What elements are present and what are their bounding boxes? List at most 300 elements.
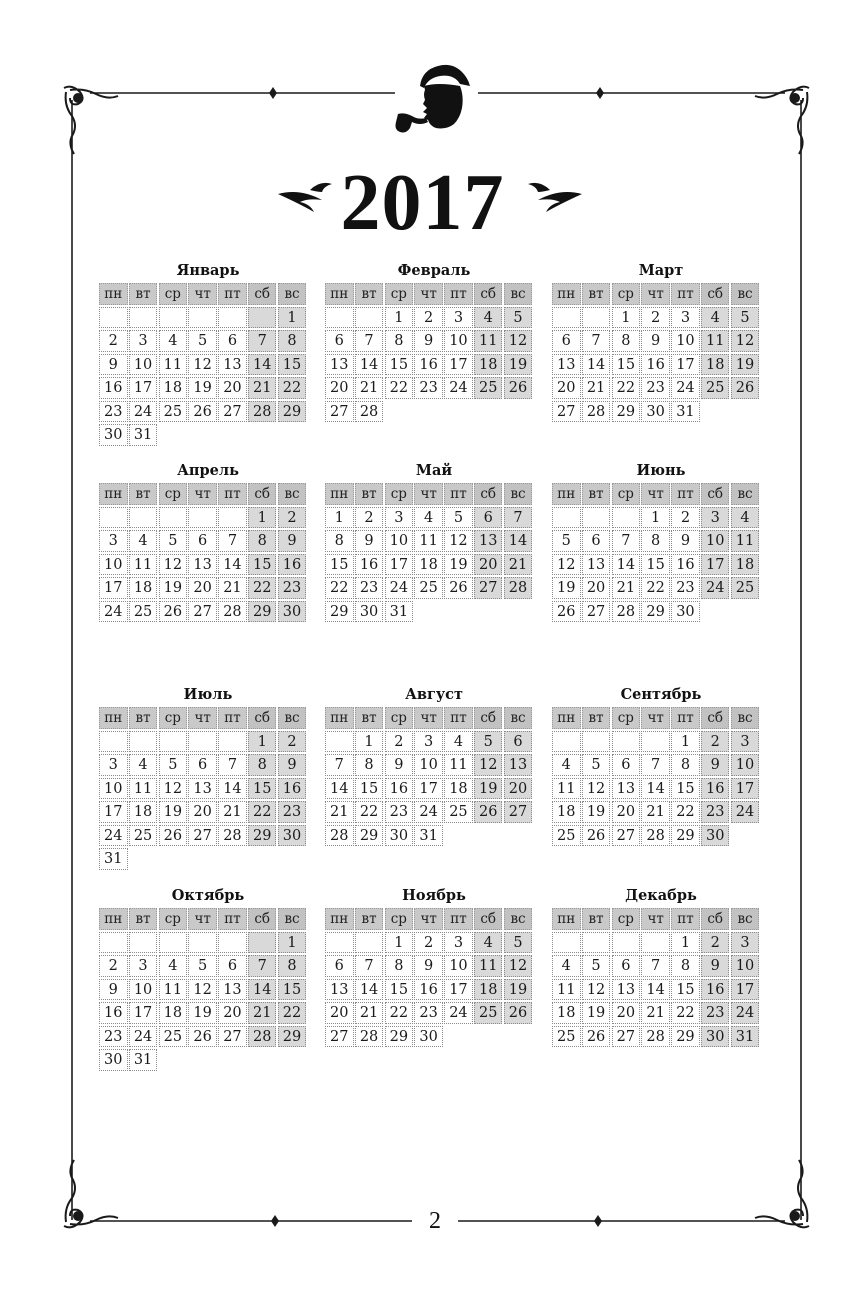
day-cell: 26 [552, 601, 581, 623]
day-cell: 13 [325, 354, 354, 376]
day-cell: 28 [641, 825, 670, 847]
day-cell: 19 [188, 1002, 217, 1024]
day-cell: 31 [129, 424, 158, 446]
day-cell: 17 [385, 554, 414, 576]
day-cell: 16 [641, 354, 670, 376]
month-july [99, 683, 317, 872]
month-name: Май [415, 462, 453, 479]
day-cell: 12 [159, 778, 188, 800]
weekday-header: пт [218, 908, 247, 930]
week-row [325, 530, 541, 554]
month-name: Июль [183, 686, 233, 703]
week-row [325, 354, 541, 378]
day-cell: 22 [385, 377, 414, 399]
day-cell: 22 [671, 1002, 700, 1024]
weekend-day-cell: 25 [701, 377, 730, 399]
day-cell: 4 [159, 330, 188, 352]
blank-cell [278, 848, 307, 870]
week-row [552, 754, 768, 778]
weekend-day-cell: 19 [504, 979, 533, 1001]
day-cell: 16 [385, 778, 414, 800]
weekday-header: сб [248, 908, 277, 930]
week-row [552, 354, 768, 378]
weekday-header: вт [129, 707, 158, 729]
day-cell: 14 [582, 354, 611, 376]
day-cell: 23 [99, 401, 128, 423]
day-cell: 23 [414, 1002, 443, 1024]
weekday-header: пн [99, 483, 128, 505]
empty-day-cell [552, 507, 581, 529]
day-cell: 19 [582, 801, 611, 823]
week-row [99, 778, 315, 802]
day-cell: 17 [129, 377, 158, 399]
weekday-header: чт [188, 283, 217, 305]
day-cell: 5 [582, 955, 611, 977]
weekday-header: вт [355, 483, 384, 505]
day-cell: 6 [612, 754, 641, 776]
day-cell: 11 [444, 754, 473, 776]
day-cell: 15 [325, 554, 354, 576]
weekday-header: ср [385, 707, 414, 729]
weekday-header: пт [218, 483, 247, 505]
day-cell: 18 [414, 554, 443, 576]
day-cell: 19 [552, 577, 581, 599]
weekend-day-cell: 11 [474, 330, 503, 352]
day-cell: 30 [385, 825, 414, 847]
month-grid [99, 908, 315, 1073]
weekend-day-cell: 19 [504, 354, 533, 376]
week-row [552, 1002, 768, 1026]
week-row [99, 577, 315, 601]
day-cell: 7 [612, 530, 641, 552]
day-cell: 28 [355, 1026, 384, 1048]
day-cell: 18 [552, 801, 581, 823]
weekend-day-cell: 1 [278, 307, 307, 329]
empty-day-cell [325, 731, 354, 753]
month-grid [99, 283, 315, 448]
weekday-header: чт [414, 908, 443, 930]
weekend-day-cell: 23 [278, 801, 307, 823]
weekend-day-cell: 14 [504, 530, 533, 552]
week-row [552, 377, 768, 401]
weekend-day-cell: 6 [474, 507, 503, 529]
day-cell: 18 [159, 1002, 188, 1024]
day-cell: 9 [414, 955, 443, 977]
day-cell: 1 [325, 507, 354, 529]
blank-cell [414, 601, 443, 623]
week-row [552, 601, 768, 625]
day-cell: 24 [671, 377, 700, 399]
weekday-header: пн [325, 908, 354, 930]
day-cell: 16 [414, 979, 443, 1001]
weekend-day-cell: 30 [701, 1026, 730, 1048]
day-cell: 6 [188, 530, 217, 552]
empty-day-cell [159, 307, 188, 329]
day-cell: 20 [552, 377, 581, 399]
weekday-header-row [325, 908, 541, 932]
empty-day-cell [552, 932, 581, 954]
week-row [552, 507, 768, 531]
day-cell: 5 [188, 955, 217, 977]
weekend-day-cell: 11 [701, 330, 730, 352]
week-row [325, 778, 541, 802]
weekend-day-cell: 11 [731, 530, 760, 552]
week-row [552, 554, 768, 578]
weekend-day-cell: 21 [504, 554, 533, 576]
weekend-day-cell: 4 [474, 307, 503, 329]
week-row [552, 731, 768, 755]
weekday-header: пн [99, 908, 128, 930]
day-cell: 25 [414, 577, 443, 599]
day-cell: 12 [582, 979, 611, 1001]
weekend-day-cell: 13 [504, 754, 533, 776]
day-cell: 4 [552, 955, 581, 977]
day-cell: 3 [99, 530, 128, 552]
weekend-day-cell: 22 [248, 801, 277, 823]
week-row [552, 330, 768, 354]
weekend-day-cell: 12 [504, 330, 533, 352]
day-cell: 1 [355, 731, 384, 753]
weekend-day-cell: 8 [248, 754, 277, 776]
weekday-header: чт [188, 707, 217, 729]
weekend-day-cell: 14 [248, 979, 277, 1001]
week-row [552, 955, 768, 979]
day-cell: 2 [414, 932, 443, 954]
weekday-header: чт [414, 707, 443, 729]
day-cell: 23 [671, 577, 700, 599]
weekday-header: вс [731, 483, 760, 505]
day-cell: 15 [612, 354, 641, 376]
weekend-day-cell: 18 [474, 979, 503, 1001]
day-cell: 29 [641, 601, 670, 623]
weekday-header: пн [325, 707, 354, 729]
day-cell: 13 [188, 778, 217, 800]
day-cell: 31 [129, 1049, 158, 1071]
weekday-header: вт [355, 908, 384, 930]
weekday-header: вс [504, 283, 533, 305]
day-cell: 4 [159, 955, 188, 977]
month-march [552, 259, 770, 424]
day-cell: 21 [612, 577, 641, 599]
day-cell: 26 [159, 825, 188, 847]
day-cell: 27 [218, 1026, 247, 1048]
empty-day-cell [218, 932, 247, 954]
weekday-header: вт [582, 908, 611, 930]
week-row [99, 1002, 315, 1026]
day-cell: 14 [218, 778, 247, 800]
day-cell: 25 [552, 825, 581, 847]
weekday-header-row [552, 283, 768, 307]
day-cell: 23 [99, 1026, 128, 1048]
weekday-header: пт [444, 707, 473, 729]
day-cell: 5 [188, 330, 217, 352]
blank-cell [129, 848, 158, 870]
weekend-day-cell: 10 [731, 754, 760, 776]
blank-cell [278, 1049, 307, 1071]
month-name: Январь [176, 262, 240, 279]
weekday-header: ср [159, 483, 188, 505]
day-cell: 5 [552, 530, 581, 552]
weekend-day-cell: 26 [504, 377, 533, 399]
week-row [99, 1049, 315, 1073]
weekend-day-cell: 5 [504, 932, 533, 954]
weekday-header: ср [385, 283, 414, 305]
month-name: Август [405, 686, 463, 703]
blank-cell [474, 825, 503, 847]
day-cell: 1 [671, 731, 700, 753]
day-cell: 21 [641, 801, 670, 823]
day-cell: 6 [612, 955, 641, 977]
blank-cell [218, 424, 247, 446]
day-cell: 7 [325, 754, 354, 776]
day-cell: 24 [444, 377, 473, 399]
weekday-header: вс [278, 283, 307, 305]
day-cell: 19 [582, 1002, 611, 1024]
weekend-day-cell: 8 [248, 530, 277, 552]
weekday-header: сб [701, 283, 730, 305]
week-row [99, 330, 315, 354]
weekend-day-cell: 2 [278, 507, 307, 529]
weekday-header: чт [641, 908, 670, 930]
weekend-day-cell: 9 [278, 530, 307, 552]
weekday-header: вс [731, 707, 760, 729]
blank-cell [159, 848, 188, 870]
day-cell: 9 [99, 979, 128, 1001]
day-cell: 26 [188, 1026, 217, 1048]
weekend-day-cell: 15 [278, 354, 307, 376]
weekend-day-cell: 24 [701, 577, 730, 599]
day-cell: 25 [129, 601, 158, 623]
day-cell: 27 [218, 401, 247, 423]
day-cell: 18 [129, 577, 158, 599]
day-cell: 20 [325, 1002, 354, 1024]
day-cell: 21 [325, 801, 354, 823]
blank-cell [504, 825, 533, 847]
weekend-day-cell: 17 [701, 554, 730, 576]
day-cell: 19 [444, 554, 473, 576]
week-row [99, 955, 315, 979]
weekend-day-cell: 25 [474, 377, 503, 399]
weekday-header: вс [278, 908, 307, 930]
day-cell: 20 [218, 377, 247, 399]
blank-cell [218, 1049, 247, 1071]
week-row [99, 377, 315, 401]
day-cell: 25 [159, 1026, 188, 1048]
day-cell: 3 [444, 307, 473, 329]
day-cell: 16 [414, 354, 443, 376]
day-cell: 2 [99, 955, 128, 977]
weekend-day-cell: 8 [278, 955, 307, 977]
weekday-header: сб [701, 908, 730, 930]
empty-day-cell [325, 307, 354, 329]
day-cell: 2 [414, 307, 443, 329]
weekday-header: вт [129, 908, 158, 930]
day-cell: 25 [552, 1026, 581, 1048]
weekend-day-cell: 9 [701, 955, 730, 977]
empty-day-cell [218, 507, 247, 529]
day-cell: 13 [325, 979, 354, 1001]
weekday-header-row [325, 483, 541, 507]
weekday-header: ср [159, 707, 188, 729]
weekday-header: пн [325, 483, 354, 505]
day-cell: 4 [414, 507, 443, 529]
weekday-header: пт [671, 483, 700, 505]
weekend-day-cell: 25 [731, 577, 760, 599]
week-row [325, 979, 541, 1003]
month-august [325, 683, 543, 848]
weekday-header: пт [218, 283, 247, 305]
month-name: Март [638, 262, 684, 279]
day-cell: 30 [99, 424, 128, 446]
weekday-header: чт [641, 283, 670, 305]
week-row [99, 731, 315, 755]
week-row [99, 754, 315, 778]
day-cell: 4 [129, 530, 158, 552]
blank-cell [504, 601, 533, 623]
day-cell: 22 [612, 377, 641, 399]
weekday-header: пн [552, 283, 581, 305]
week-row [552, 979, 768, 1003]
day-cell: 15 [641, 554, 670, 576]
month-grid [552, 283, 768, 424]
day-cell: 23 [355, 577, 384, 599]
day-cell: 21 [355, 377, 384, 399]
weekday-header: пт [671, 707, 700, 729]
day-cell: 21 [218, 577, 247, 599]
day-cell: 2 [671, 507, 700, 529]
calendar-year: 2017 [340, 159, 505, 247]
weekend-day-cell: 3 [701, 507, 730, 529]
weekday-header: ср [159, 908, 188, 930]
day-cell: 24 [99, 825, 128, 847]
day-cell: 26 [582, 1026, 611, 1048]
month-june [552, 459, 770, 624]
weekend-day-cell: 21 [248, 377, 277, 399]
month-november [325, 884, 543, 1049]
day-cell: 22 [355, 801, 384, 823]
month-february [325, 259, 543, 424]
day-cell: 29 [671, 825, 700, 847]
weekday-header: вт [129, 283, 158, 305]
blank-cell [188, 424, 217, 446]
day-cell: 10 [385, 530, 414, 552]
day-cell: 5 [444, 507, 473, 529]
day-cell: 9 [641, 330, 670, 352]
empty-day-cell [159, 731, 188, 753]
week-row [99, 530, 315, 554]
weekday-header: сб [701, 483, 730, 505]
day-cell: 30 [99, 1049, 128, 1071]
weekend-day-cell: 7 [248, 955, 277, 977]
week-row [99, 401, 315, 425]
weekend-day-cell: 30 [701, 825, 730, 847]
weekend-day-cell: 20 [474, 554, 503, 576]
day-cell: 14 [325, 778, 354, 800]
week-row [325, 577, 541, 601]
week-row [552, 932, 768, 956]
day-cell: 2 [355, 507, 384, 529]
day-cell: 14 [355, 354, 384, 376]
month-grid [99, 707, 315, 872]
weekend-day-cell: 25 [474, 1002, 503, 1024]
weekend-day-cell: 3 [731, 731, 760, 753]
weekend-day-cell: 4 [474, 932, 503, 954]
empty-day-cell [159, 507, 188, 529]
weekend-day-cell: 7 [248, 330, 277, 352]
weekday-header-row [99, 908, 315, 932]
weekday-header: ср [612, 483, 641, 505]
day-cell: 15 [671, 778, 700, 800]
weekday-header: пт [444, 483, 473, 505]
day-cell: 10 [129, 979, 158, 1001]
day-cell: 14 [218, 554, 247, 576]
weekday-header: сб [474, 908, 503, 930]
month-name: Июнь [636, 462, 686, 479]
weekend-day-cell: 9 [701, 754, 730, 776]
day-cell: 24 [129, 1026, 158, 1048]
day-cell: 27 [188, 601, 217, 623]
weekend-day-cell: 28 [248, 1026, 277, 1048]
day-cell: 3 [385, 507, 414, 529]
weekend-day-cell: 22 [248, 577, 277, 599]
weekend-day-cell: 23 [701, 1002, 730, 1024]
weekday-header: пт [671, 283, 700, 305]
weekday-header: чт [414, 283, 443, 305]
weekend-day-cell: 2 [701, 932, 730, 954]
month-january [99, 259, 317, 448]
weekend-day-cell: 1 [248, 731, 277, 753]
month-name: Февраль [397, 262, 471, 279]
day-cell: 15 [385, 979, 414, 1001]
day-cell: 5 [159, 754, 188, 776]
week-row [552, 1026, 768, 1050]
day-cell: 16 [355, 554, 384, 576]
weekend-day-cell: 29 [278, 1026, 307, 1048]
day-cell: 25 [129, 825, 158, 847]
month-october [99, 884, 317, 1073]
day-cell: 10 [671, 330, 700, 352]
weekday-header: вс [278, 707, 307, 729]
day-cell: 2 [99, 330, 128, 352]
day-cell: 4 [129, 754, 158, 776]
day-cell: 29 [325, 601, 354, 623]
weekend-day-cell: 14 [248, 354, 277, 376]
day-cell: 10 [129, 354, 158, 376]
weekend-day-cell: 24 [731, 1002, 760, 1024]
day-cell: 19 [159, 577, 188, 599]
week-row [325, 507, 541, 531]
page-number: 2 [429, 1208, 441, 1234]
day-cell: 9 [99, 354, 128, 376]
day-cell: 25 [444, 801, 473, 823]
day-cell: 13 [582, 554, 611, 576]
day-cell: 11 [159, 354, 188, 376]
day-cell: 17 [444, 354, 473, 376]
weekend-day-cell: 16 [701, 979, 730, 1001]
week-row [99, 554, 315, 578]
weekday-header-row [552, 707, 768, 731]
day-cell: 29 [385, 1026, 414, 1048]
day-cell: 28 [218, 601, 247, 623]
weekday-header: вт [582, 283, 611, 305]
day-cell: 9 [385, 754, 414, 776]
day-cell: 22 [325, 577, 354, 599]
blank-cell [385, 401, 414, 423]
day-cell: 20 [188, 577, 217, 599]
day-cell: 14 [355, 979, 384, 1001]
day-cell: 21 [582, 377, 611, 399]
weekend-day-cell: 18 [474, 354, 503, 376]
